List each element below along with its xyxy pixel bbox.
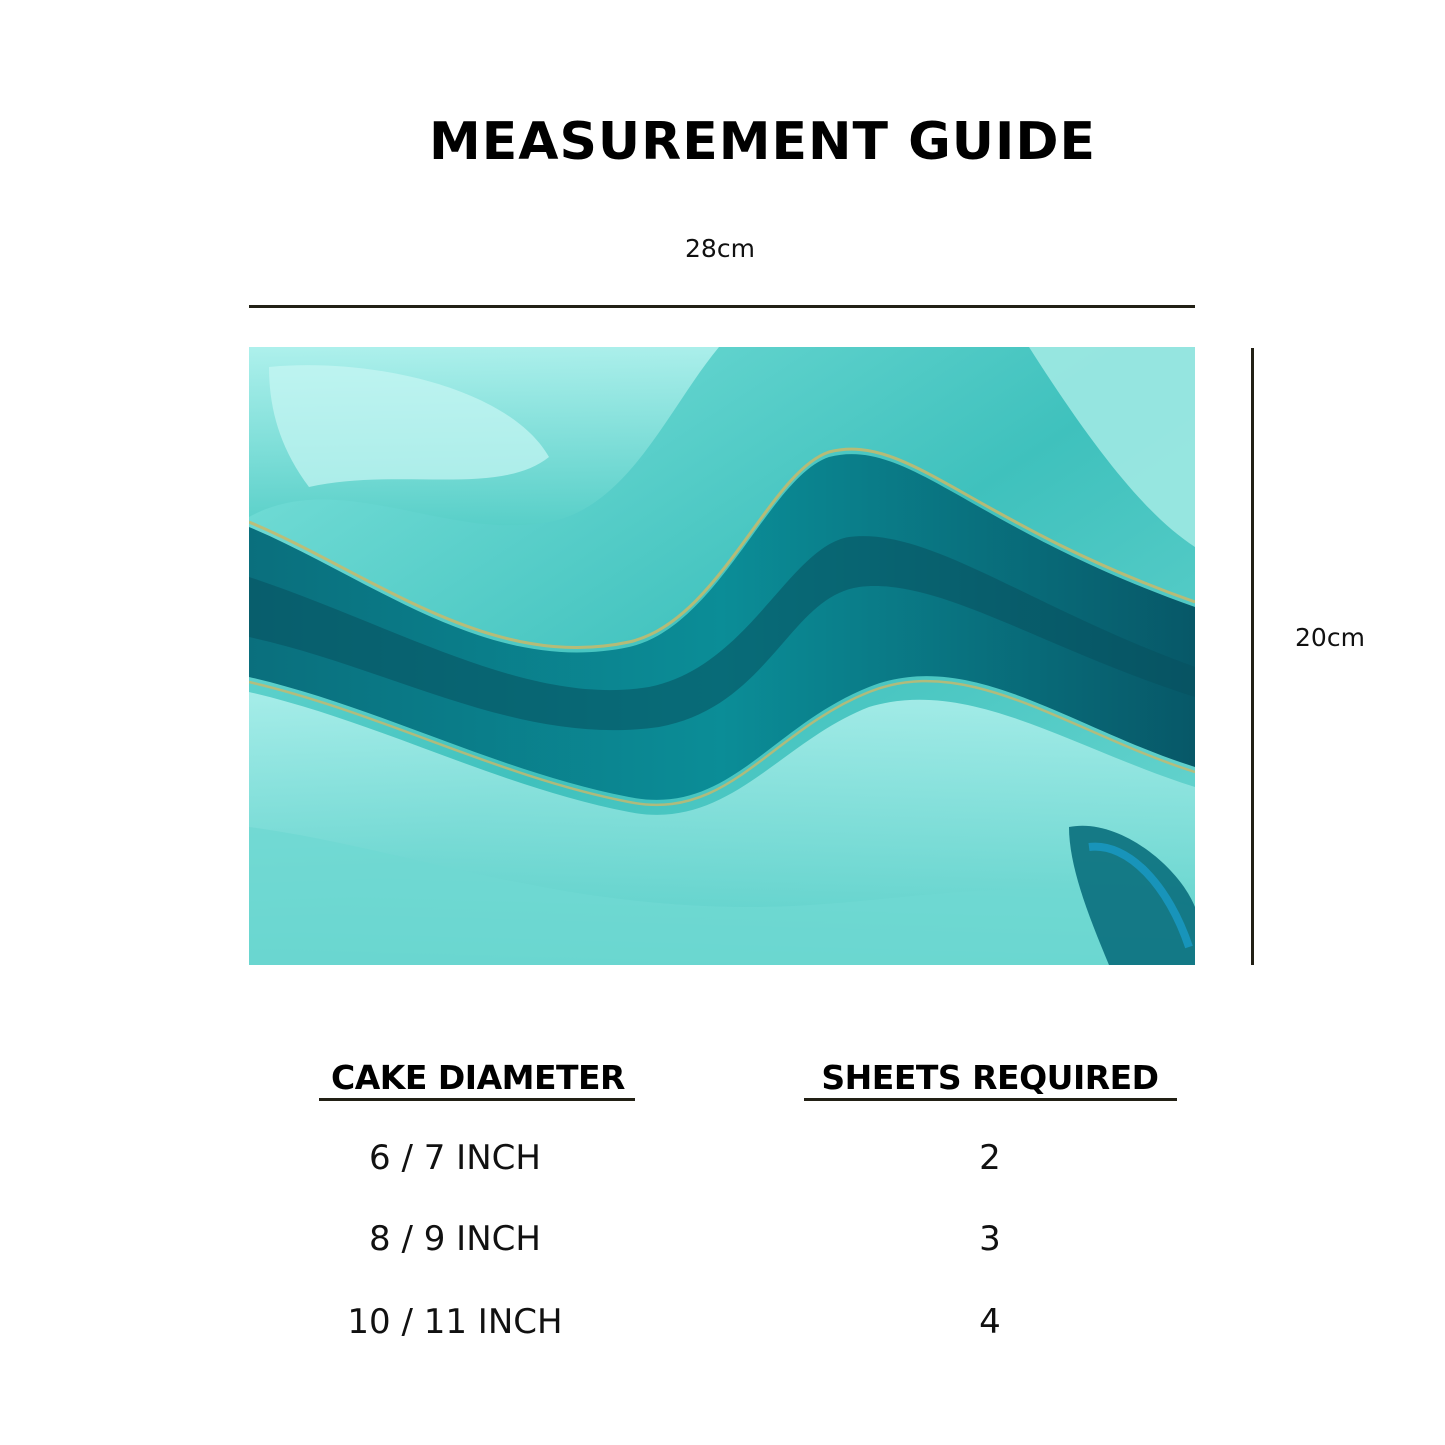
cake-diameter-header: CAKE DIAMETER — [331, 1058, 625, 1097]
width-label: 28cm — [685, 234, 755, 263]
diameter-cell: 10 / 11 INCH — [347, 1302, 563, 1342]
sheets-cell: 3 — [979, 1219, 1001, 1259]
diameter-cell: 6 / 7 INCH — [369, 1138, 541, 1178]
sheets-required-header: SHEETS REQUIRED — [821, 1058, 1159, 1097]
diameter-cell: 8 / 9 INCH — [369, 1219, 541, 1259]
height-label: 20cm — [1295, 623, 1365, 652]
sheets-cell: 2 — [979, 1138, 1001, 1178]
sheets-required-header-underline — [804, 1098, 1177, 1101]
cake-diameter-header-underline — [319, 1098, 635, 1101]
width-dimension-line — [249, 305, 1195, 308]
height-dimension-line — [1251, 348, 1254, 965]
marble-sheet-image — [249, 347, 1195, 965]
page-title: MEASUREMENT GUIDE — [428, 112, 1097, 172]
sheets-cell: 4 — [979, 1302, 1001, 1342]
